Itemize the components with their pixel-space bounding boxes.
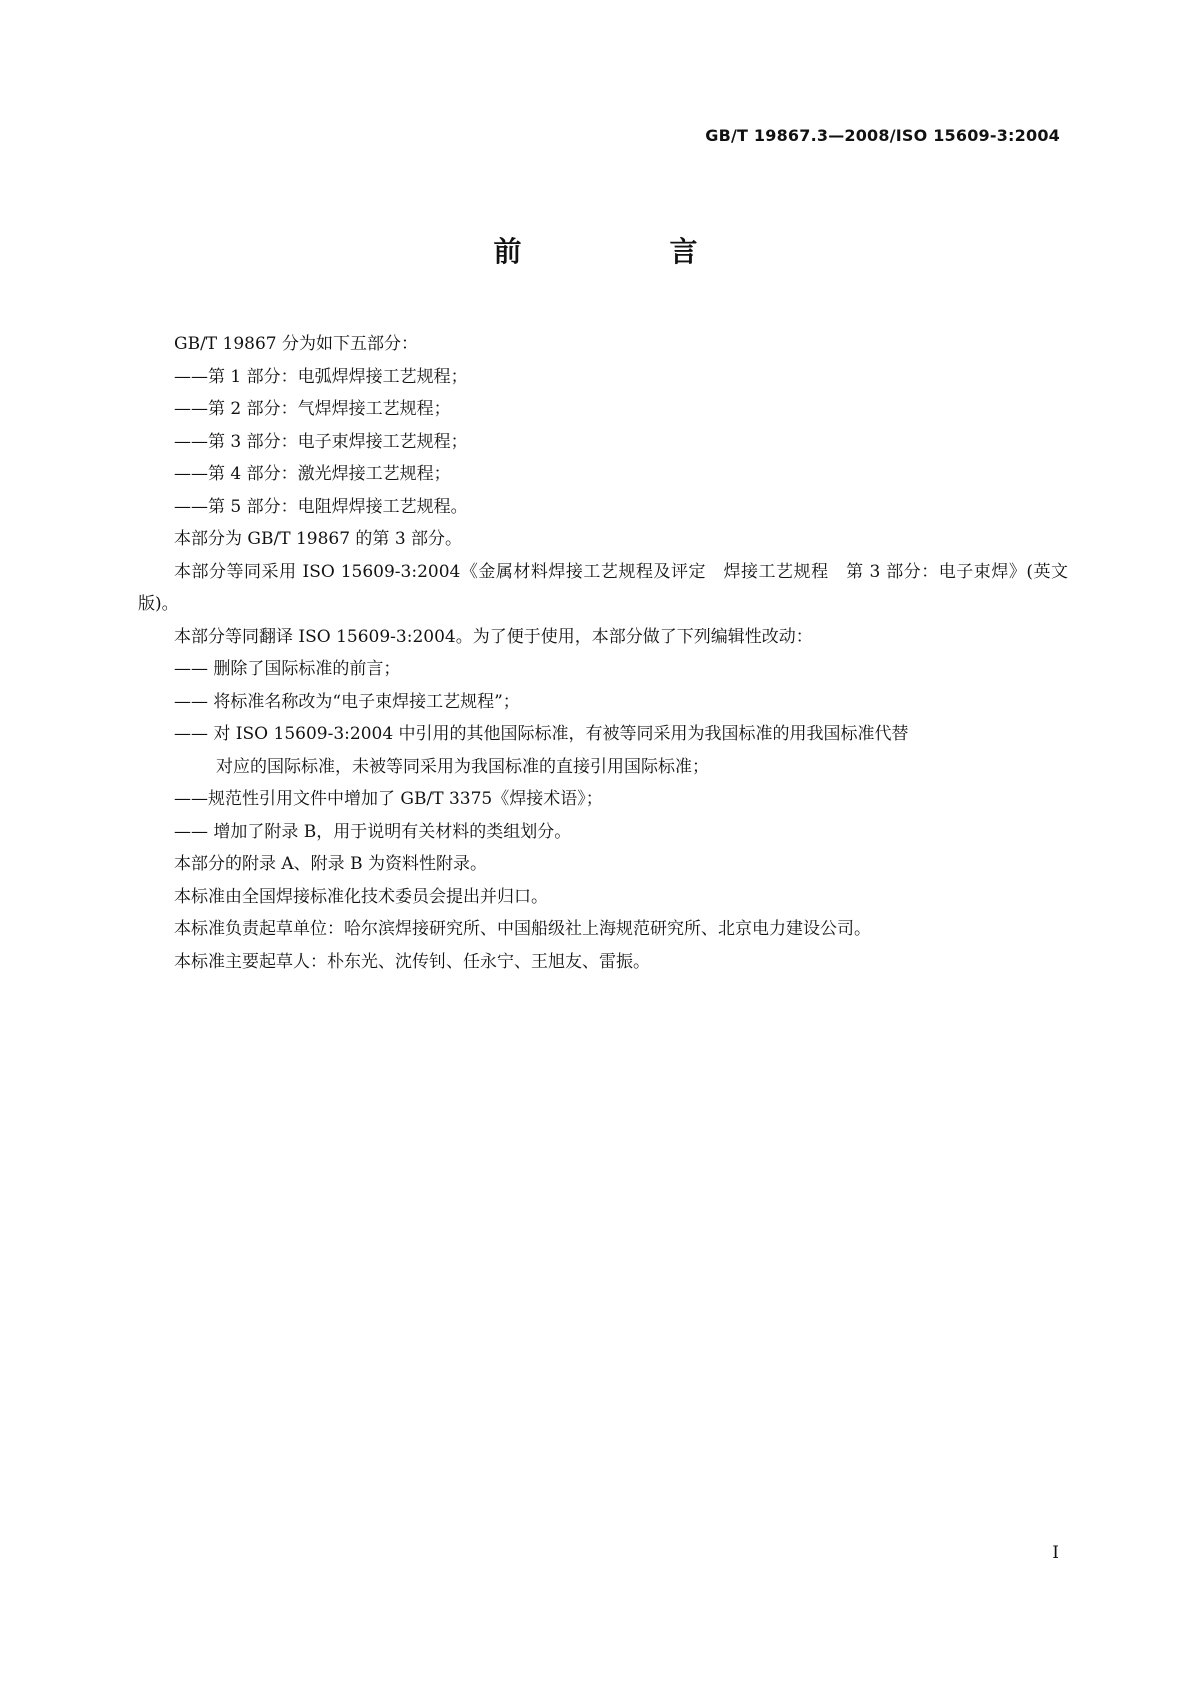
- paragraph: 本部分为 GB/T 19867 的第 3 部分。: [174, 529, 463, 549]
- page-title: 前 言: [493, 235, 758, 268]
- list-item: ——第 1 部分：电弧焊焊接工艺规程；: [174, 366, 468, 387]
- paragraph: 本标准主要起草人：朴东光、沈传钊、任永宁、王旭友、雷振。: [174, 951, 650, 972]
- list-item: —— 将标准名称改为“电子束焊接工艺规程”；: [174, 691, 520, 712]
- list-item: ——第 2 部分：气焊焊接工艺规程；: [174, 399, 451, 419]
- standard-code: GB/T 19867.3—2008/ISO 15609-3:2004: [705, 126, 1060, 145]
- page-number: I: [1052, 1543, 1059, 1563]
- paragraph: 本部分等同采用 ISO 15609-3:2004《金属材料焊接工艺规程及评定 焊接工艺规程 第 3 部分：电子束焊》(英文版)。: [138, 561, 1068, 614]
- list-item: ——第 4 部分：激光焊接工艺规程；: [174, 464, 451, 484]
- paragraph: 本部分等同翻译 ISO 15609-3:2004。为了便于使用，本部分做了下列编辑性改动：: [174, 626, 813, 647]
- list-item: ——第 3 部分：电子束焊接工艺规程；: [174, 431, 468, 452]
- list-item: ——规范性引用文件中增加了 GB/T 3375《焊接术语》；: [174, 789, 603, 809]
- foreword-body: [138, 328, 1068, 978]
- list-item: —— 增加了附录 B，用于说明有关材料的类组划分。: [174, 821, 572, 842]
- paragraph: GB/T 19867 分为如下五部分：: [174, 334, 419, 354]
- paragraph: 本部分的附录 A、附录 B 为资料性附录。: [174, 854, 487, 874]
- paragraph: 本标准由全国焊接标准化技术委员会提出并归口。: [174, 886, 548, 907]
- list-item: —— 删除了国际标准的前言；: [174, 659, 401, 679]
- list-item: ——第 5 部分：电阻焊焊接工艺规程。: [174, 496, 468, 517]
- paragraph: 本标准负责起草单位：哈尔滨焊接研究所、中国船级社上海规范研究所、北京电力建设公司。: [174, 919, 871, 939]
- list-item-continuation: 对应的国际标准，未被等同采用为我国标准的直接引用国际标准；: [216, 756, 709, 777]
- list-item: —— 对 ISO 15609-3:2004 中引用的其他国际标准，有被等同采用为我国标准的用我国标准代替: [174, 724, 909, 744]
